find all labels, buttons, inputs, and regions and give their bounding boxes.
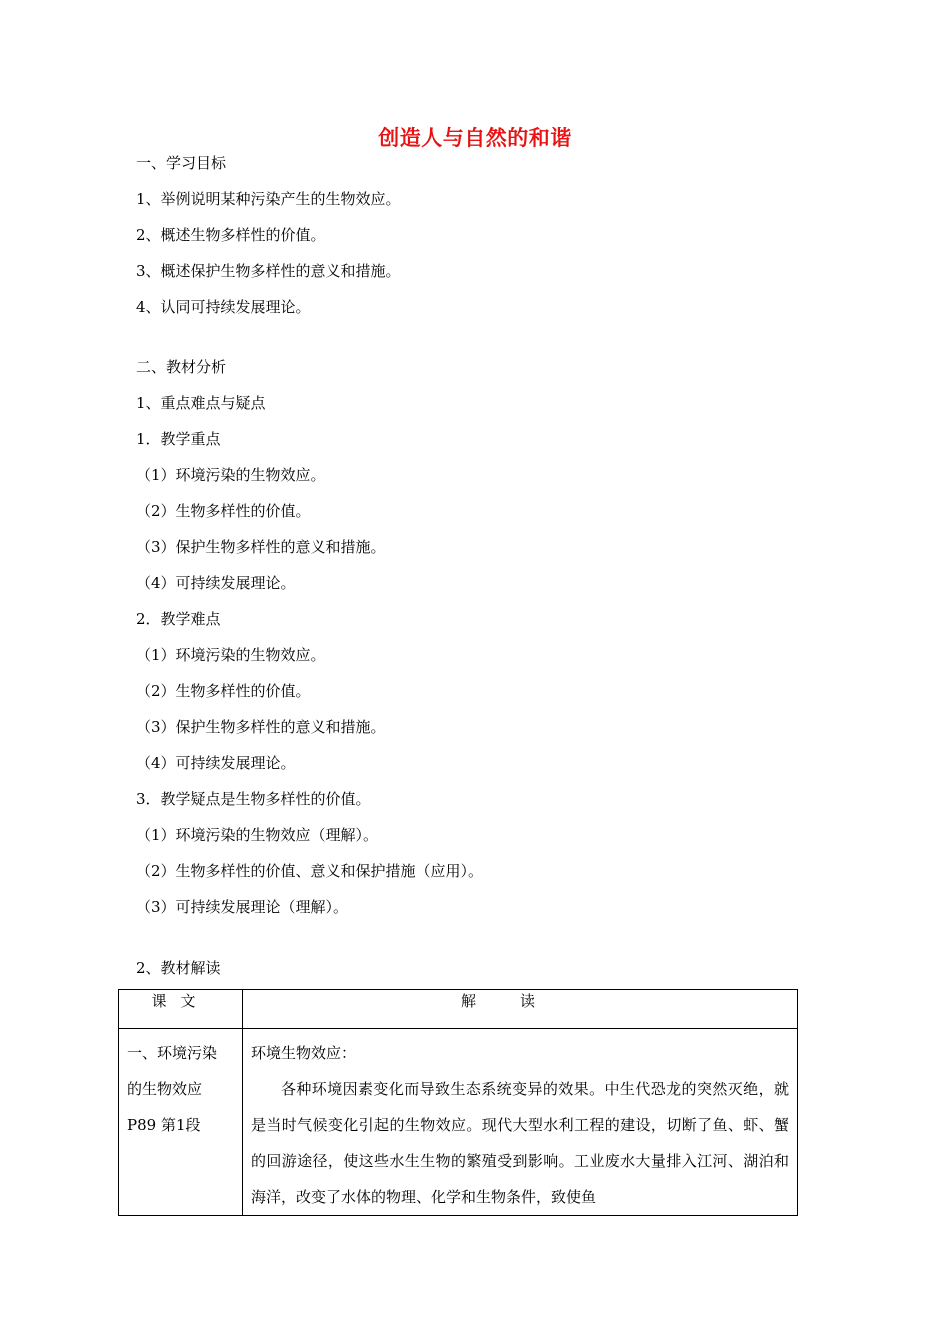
text-line: 1、重点难点与疑点 [136,394,266,412]
row-label-line: 一、环境污染 [127,1044,218,1062]
table-header-row [119,990,798,1029]
text-line: 4、认同可持续发展理论。 [136,298,311,316]
section-heading: 一、学习目标 [136,154,227,172]
text-line: （2）生物多样性的价值。 [136,682,311,700]
row-label-line: 的生物效应 [127,1080,203,1098]
text-line: （3）可持续发展理论（理解）。 [136,898,349,916]
section-heading: 2、教材解读 [136,959,221,977]
text-line: （2）生物多样性的价值、意义和保护措施（应用）。 [136,862,484,880]
row-content-cell [243,1029,798,1216]
text-line: （1）环境污染的生物效应（理解）。 [136,826,379,844]
row-label-line: P89 第1段 [127,1116,201,1134]
text-line: 2．教学难点 [136,610,221,628]
text-line: （1）环境污染的生物效应。 [136,466,326,484]
content-paragraph: 各种环境因素变化而导致生态系统变异的效果。中生代恐龙的突然灭绝，就是当时气候变化引起的生物效应。现代大型水利工程的建设，切断了鱼、虾、蟹的回游途径，使这些水生生物的繁殖受到影响。工业废水大量排入江河、湖泊和海洋，改变了水体的物理、化学和生物条件，致使鱼 [251,1080,789,1206]
text-line: 3．教学疑点是生物多样性的价值。 [136,790,371,808]
text-line: 1、举例说明某种污染产生的生物效应。 [136,190,401,208]
text-line: （2）生物多样性的价值。 [136,502,311,520]
text-line: 3、概述保护生物多样性的意义和措施。 [136,262,401,280]
text-line: （1）环境污染的生物效应。 [136,646,326,664]
content-heading: 环境生物效应： [251,1044,357,1062]
text-line: （4）可持续发展理论。 [136,574,296,592]
header-cell-reading: 解读 [243,990,798,1029]
table-row [119,1029,798,1216]
row-label-cell [119,1029,243,1216]
header-cell-text: 课文 [119,990,243,1029]
text-line: 2、概述生物多样性的价值。 [136,226,326,244]
document-title: 创造人与自然的和谐 [378,126,572,150]
text-line: （3）保护生物多样性的意义和措施。 [136,718,386,736]
text-line: （3）保护生物多样性的意义和措施。 [136,538,386,556]
reading-table [118,989,798,1216]
text-line: （4）可持续发展理论。 [136,754,296,772]
section-heading: 二、教材分析 [136,358,227,376]
text-line: 1．教学重点 [136,430,221,448]
